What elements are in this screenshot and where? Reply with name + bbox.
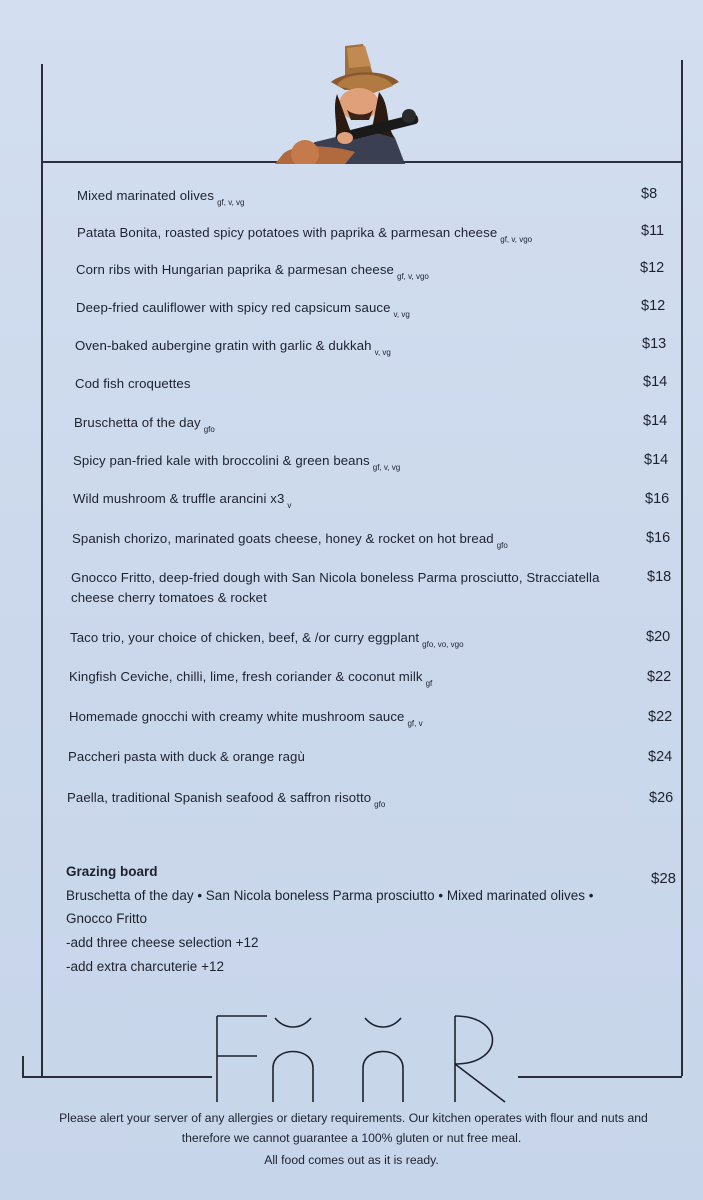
menu-item-price: $13: [642, 336, 667, 352]
food-logo: [205, 1012, 525, 1104]
menu-item-price: $11: [641, 223, 665, 239]
menu-item-name: Taco trio, your choice of chicken, beef, & /or curry eggplant $_{gfo, vo, vgo}$: [70, 630, 464, 649]
menu-item-price: $20: [646, 629, 671, 645]
allergy-notice: Please alert your server of any allergies or dietary requirements. Our kitchen operates with flour and nuts and: [59, 1111, 648, 1125]
menu-item-price: $22: [648, 709, 673, 725]
menu-item: [0, 628, 703, 658]
guitar-player-mascot-icon: [275, 42, 425, 164]
footer-divider-left: [22, 1076, 212, 1078]
grazing-board-line: Gnocco Fritto: [66, 911, 148, 926]
menu-item-price: $24: [648, 749, 673, 765]
menu-item-name: Patata Bonita, roasted spicy potatoes with paprika & parmesan cheese $_{gf, v, vgo}$: [77, 225, 533, 244]
menu-item-price: $12: [641, 298, 666, 314]
menu-item-price: $16: [645, 491, 670, 507]
menu-item: [0, 260, 703, 290]
grazing-board-price: $28: [651, 870, 677, 887]
menu-item: [0, 568, 703, 612]
menu-item-price: $26: [649, 790, 674, 806]
dietary-tag: gf, v, vgo: [397, 272, 429, 281]
menu-item: [0, 489, 703, 519]
menu-item: [0, 223, 703, 253]
dietary-tag: gf: [425, 679, 433, 688]
dietary-tag: gf, v, vgo: [500, 235, 533, 244]
menu-item: [0, 336, 703, 366]
menu-item: [0, 667, 703, 697]
menu-item: [0, 707, 703, 737]
menu-item-name: Corn ribs with Hungarian paprika & parmesan cheese $_{gf, v, vgo}$: [76, 262, 429, 281]
dietary-tag: gf, v, vg: [372, 463, 401, 472]
menu-item: [0, 451, 703, 481]
dietary-tag: v, vg: [393, 310, 410, 319]
menu-item-name: Homemade gnocchi with creamy white mushroom sauce $_{gf, v}$: [69, 709, 423, 728]
menu-item-name: Spanish chorizo, marinated goats cheese, honey & rocket on hot bread $_{gfo}$: [72, 531, 508, 550]
dietary-tag: gfo: [496, 541, 508, 550]
menu-item-price: $22: [647, 669, 672, 685]
menu-item-name: Deep-fried cauliflower with spicy red capsicum sauce $_{v, vg}$: [76, 300, 410, 319]
menu-item: [0, 788, 703, 818]
grazing-board-line: Bruschetta of the day • San Nicola boneless Parma prosciutto • Mixed marinated olives •: [66, 888, 594, 903]
menu-item-price: $12: [640, 260, 665, 276]
menu-item-price: $8: [641, 186, 658, 202]
menu-item: [0, 529, 703, 559]
menu-item-price: $14: [643, 374, 668, 390]
menu-item-name: Gnocco Fritto, deep-fried dough with San Nicola boneless Parma prosciutto, Stracciatella cheese cherry tomatoes & rocket: [71, 570, 600, 605]
menu-item-name: Cod fish croquettes: [75, 376, 191, 391]
menu-item-name: Paella, traditional Spanish seafood & saffron risotto $_{gfo}$: [67, 790, 386, 809]
dietary-tag: gf, v, vg: [217, 198, 245, 207]
footer-divider-right: [518, 1076, 682, 1078]
menu-item-name: Paccheri pasta with duck & orange ragù: [68, 749, 305, 764]
footer-left-tick: [22, 1056, 24, 1077]
dietary-tag: gfo, vo, vgo: [422, 640, 464, 649]
menu-item-name: Mixed marinated olives $_{gf, v, vg}$: [77, 188, 245, 207]
menu-item-name: Spicy pan-fried kale with broccolini & green beans $_{gf, v, vg}$: [73, 453, 401, 472]
grazing-board-addon: -add three cheese selection +12: [66, 935, 259, 950]
menu-item: [0, 186, 703, 216]
menu-item-name: Oven-baked aubergine gratin with garlic & dukkah $_{v, vg}$: [75, 338, 391, 357]
grazing-board-addon: -add extra charcuterie +12: [66, 959, 224, 974]
menu-item: [0, 747, 703, 777]
dietary-tag: gf, v: [407, 719, 423, 728]
menu-item: [0, 374, 703, 404]
menu-item: [0, 413, 703, 443]
allergy-notice: therefore we cannot guarantee a 100% gluten or nut free meal.: [181, 1131, 522, 1145]
menu-item-name: Bruschetta of the day $_{gfo}$: [74, 415, 215, 434]
menu-item: [0, 298, 703, 328]
dietary-tag: gfo: [374, 800, 386, 809]
menu-item-price: $14: [643, 413, 668, 429]
dietary-tag: gfo: [203, 425, 215, 434]
grazing-board-title: Grazing board: [66, 864, 158, 879]
menu-item-price: $18: [647, 569, 672, 585]
menu-item-price: $14: [644, 452, 669, 468]
dietary-tag: v, vg: [374, 348, 391, 357]
service-notice: All food comes out as it is ready.: [264, 1153, 439, 1167]
menu-item-name: Kingfish Ceviche, chilli, lime, fresh coriander & coconut milk $_{gf}$: [69, 669, 433, 688]
menu-item-name: Wild mushroom & truffle arancini x3 $_v$: [73, 491, 292, 510]
menu-item-price: $16: [646, 530, 671, 546]
dietary-tag: v: [287, 501, 292, 510]
